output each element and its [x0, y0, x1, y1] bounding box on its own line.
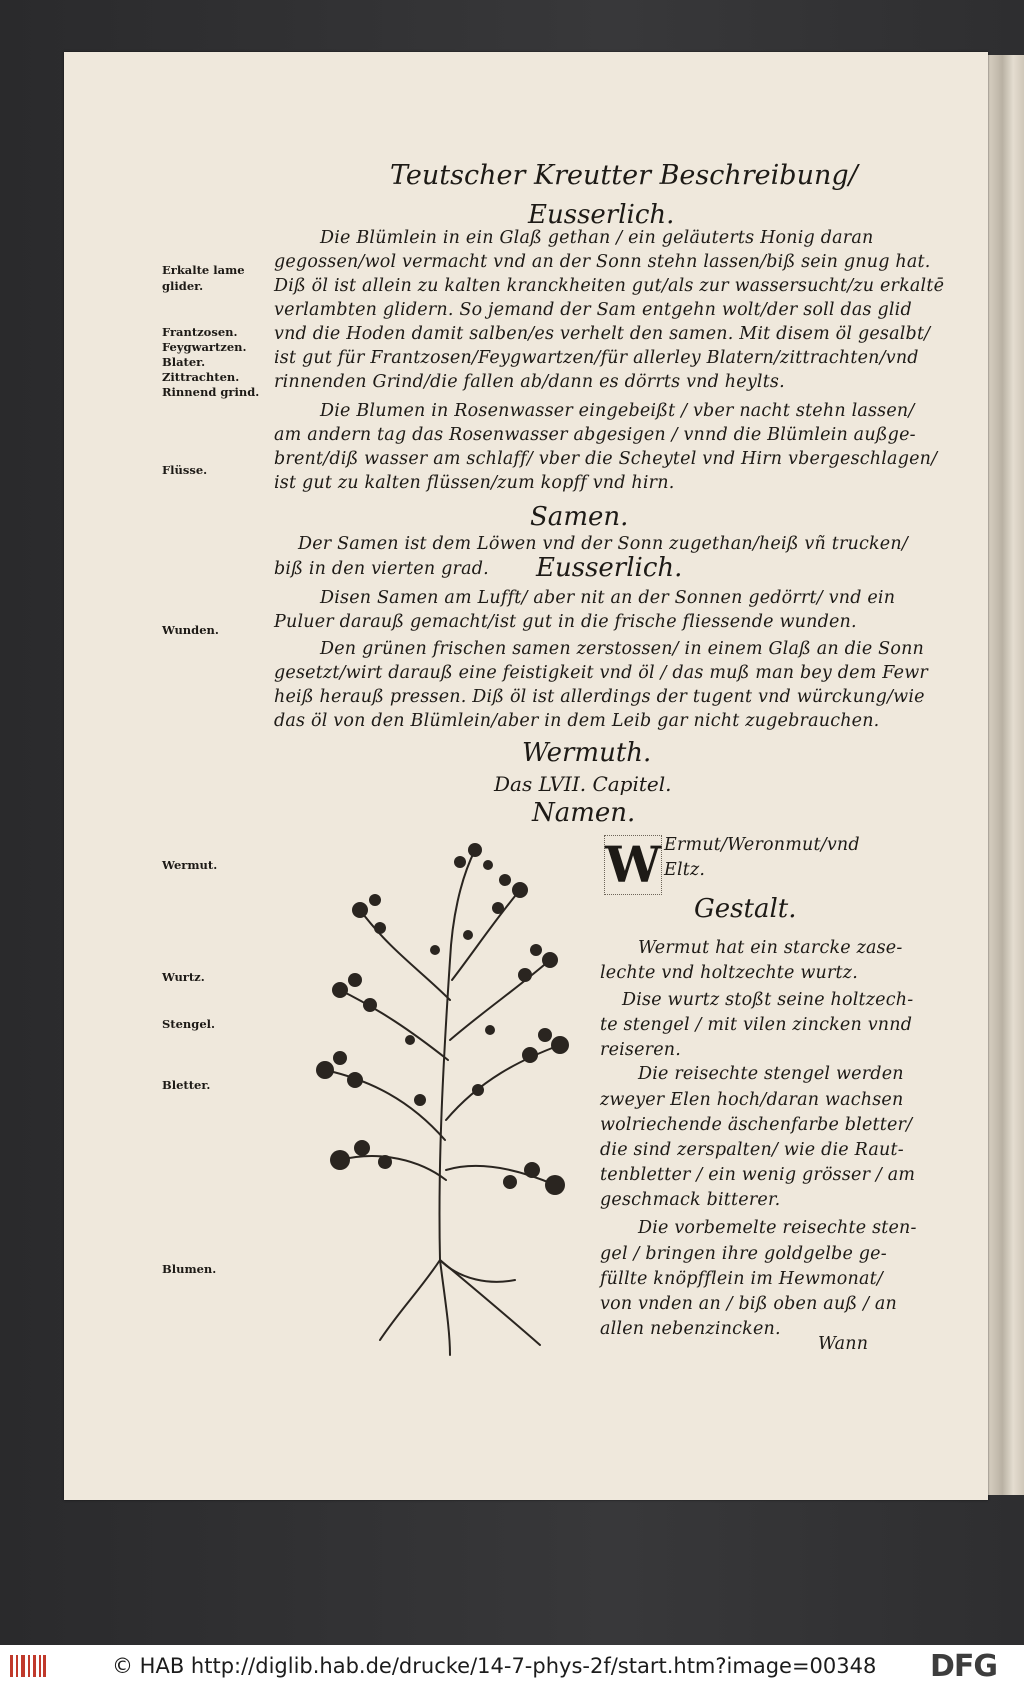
column-line: Dise wurtz stoßt seine holtzech-	[622, 990, 914, 1010]
body-line: ist gut zu kalten flüssen/zum kopff vnd hirn.	[274, 473, 675, 493]
column-line: allen nebenzincken.	[600, 1319, 781, 1339]
wormwood-woodcut-illustration	[300, 840, 580, 1360]
column-line: te stengel / mit vilen zincken vnnd	[600, 1015, 913, 1035]
body-line: gegossen/wol vermacht vnd an der Sonn stehn lassen/biß sein gnug hat.	[274, 252, 931, 272]
column-line: gel / bringen ihre goldgelbe ge-	[600, 1244, 887, 1264]
column-line: Wermut hat ein starcke zase-	[638, 938, 903, 958]
column-line: reiseren.	[600, 1040, 682, 1060]
section-eusserlich-2: Eusserlich.	[536, 553, 683, 583]
chapter-heading: Das LVII. Capitel.	[494, 772, 672, 796]
catchword: Wann	[818, 1334, 869, 1354]
column-line: von vnden an / biß oben auß / an	[600, 1294, 898, 1314]
column-line: Die vorbemelte reisechte sten-	[638, 1218, 917, 1238]
body-line: Die Blumen in Rosenwasser eingebeißt / vber nacht stehn lassen/	[320, 401, 915, 421]
column-line: lechte vnd holtzechte wurtz.	[600, 963, 858, 983]
body-line: heiß herauß pressen. Diß öl ist allerdings der tugent vnd würckung/wie	[274, 687, 925, 707]
section-samen: Samen.	[530, 502, 629, 532]
body-line: rinnenden Grind/die fallen ab/dann es dörrts vnd heylts.	[274, 372, 785, 392]
copyright-link[interactable]: © HAB http://diglib.hab.de/drucke/14-7-phys-2f/start.htm?image=00348	[112, 1654, 877, 1678]
next-page-edge	[988, 55, 1024, 1495]
body-line: vnd die Hoden damit salben/es verhelt den samen. Mit disem öl gesalbt/	[274, 324, 931, 344]
margin-note: Blumen.	[162, 1262, 217, 1276]
body-line: biß in den vierten grad.	[274, 559, 489, 579]
body-line: ist gut für Frantzosen/Feygwartzen/für allerley Blatern/zittrachten/vnd	[274, 348, 919, 368]
decorated-initial: W	[605, 835, 662, 894]
section-eusserlich-1: Eusserlich.	[528, 200, 675, 230]
column-line: füllte knöpfflein im Hewmonat/	[600, 1269, 883, 1289]
column-line: tenbletter / ein wenig grösser / am	[600, 1165, 916, 1185]
margin-note: glider.	[162, 279, 204, 293]
margin-note: Feygwartzen.	[162, 340, 247, 354]
body-line: am andern tag das Rosenwasser abgesigen / vnnd die Blümlein außge-	[274, 425, 916, 445]
column-line: Ermut/Weronmut/vnd	[664, 835, 860, 855]
margin-note: Rinnend grind.	[162, 385, 260, 399]
viewer-footer	[0, 1645, 1024, 1687]
column-line: Die reisechte stengel werden	[638, 1064, 904, 1084]
body-line: Disen Samen am Lufft/ aber nit an der Sonnen gedörrt/ vnd ein	[320, 588, 896, 608]
body-line: Puluer darauß gemacht/ist gut in die frische fliessende wunden.	[274, 612, 857, 632]
body-line: verlambten glidern. So jemand der Sam entgehn wolt/der soll das glid	[274, 300, 912, 320]
margin-note: Flüsse.	[162, 463, 208, 477]
margin-note: Erkalte lame	[162, 263, 245, 277]
margin-note: Bletter.	[162, 1078, 211, 1092]
margin-note: Stengel.	[162, 1017, 216, 1031]
margin-note: Wunden.	[162, 623, 219, 637]
body-line: Die Blümlein in ein Glaß gethan / ein geläuterts Honig daran	[320, 228, 874, 248]
margin-note: Zittrachten.	[162, 370, 240, 384]
body-line: brent/diß wasser am schlaff/ vber die Scheytel vnd Hirn vbergeschlagen/	[274, 449, 938, 469]
hab-barcode-logo-icon	[8, 1651, 48, 1681]
dfg-logo: DFG	[930, 1649, 998, 1684]
section-namen: Namen.	[532, 798, 636, 828]
margin-note: Frantzosen.	[162, 325, 238, 339]
margin-note: Wurtz.	[162, 970, 205, 984]
column-line: geschmack bitterer.	[600, 1190, 781, 1210]
column-line: Eltz.	[664, 860, 706, 880]
section-gestalt: Gestalt.	[694, 894, 797, 924]
column-line: wolriechende äschenfarbe bletter/	[600, 1115, 913, 1135]
body-line: Den grünen frischen samen zerstossen/ in einem Glaß an die Sonn	[320, 639, 925, 659]
body-line: gesetzt/wirt darauß eine feistigkeit vnd öl / das muß man bey dem Fewr	[274, 663, 928, 683]
margin-note: Blater.	[162, 355, 206, 369]
body-line: Diß öl ist allein zu kalten kranckheiten gut/als zur wassersucht/zu erkaltē	[274, 276, 945, 296]
page-title: Teutscher Kreutter Beschreibung/	[390, 160, 858, 191]
body-line: Der Samen ist dem Löwen vnd der Sonn zugethan/heiß vñ trucken/	[298, 534, 908, 554]
margin-note: Wermut.	[162, 858, 218, 872]
column-line: die sind zerspalten/ wie die Raut-	[600, 1140, 904, 1160]
section-wermuth: Wermuth.	[522, 738, 652, 768]
column-line: zweyer Elen hoch/daran wachsen	[600, 1090, 904, 1110]
body-line: das öl von den Blümlein/aber in dem Leib gar nicht zugebrauchen.	[274, 711, 880, 731]
